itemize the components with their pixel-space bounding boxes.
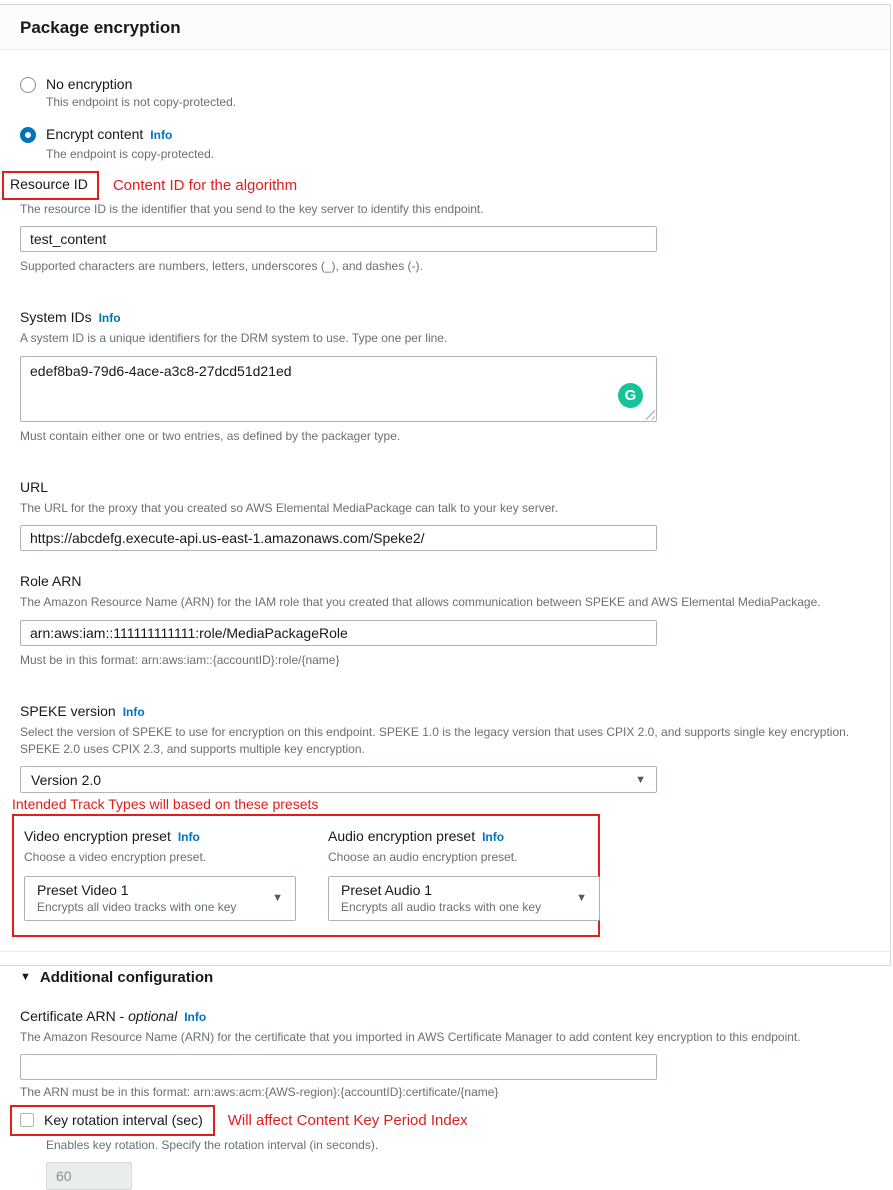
audio-preset-select[interactable] <box>328 876 600 921</box>
radio-checked-icon[interactable] <box>20 127 36 143</box>
video-preset-desc: Choose a video encryption preset. <box>24 850 207 865</box>
url-desc: The URL for the proxy that you created so AWS Elemental MediaPackage can talk to your key server. <box>20 500 559 515</box>
presets-annotation-note: Intended Track Types will based on these presets <box>12 796 319 813</box>
panel-header <box>0 5 890 50</box>
key-rotation-desc: Enables key rotation. Specify the rotation interval (in seconds). <box>46 1138 379 1153</box>
radio-encrypt-content-desc: The endpoint is copy-protected. <box>46 147 215 161</box>
chevron-down-icon: ▼ <box>576 892 587 905</box>
speke-version-select[interactable] <box>20 766 657 793</box>
role-arn-input[interactable] <box>20 620 657 646</box>
video-preset-field <box>24 828 296 920</box>
role-arn-desc: The Amazon Resource Name (ARN) for the IAM role that you created that allows communication between SPEKE and AWS Elemental MediaPackage. <box>20 595 821 610</box>
panel-title: Package encryption <box>20 18 181 37</box>
speke-version-field <box>20 703 870 794</box>
key-rotation-interval-input[interactable] <box>46 1162 132 1190</box>
system-ids-textarea[interactable] <box>20 356 657 422</box>
presets-annotation-box <box>12 814 600 936</box>
speke-version-info-link[interactable]: Info <box>122 704 145 719</box>
resource-id-helper: Supported characters are numbers, letters, underscores (_), and dashes (-). <box>20 259 423 274</box>
radio-no-encryption-desc: This endpoint is not copy-protected. <box>46 95 237 109</box>
role-arn-field <box>20 573 870 666</box>
package-encryption-panel <box>0 4 891 1153</box>
chevron-down-icon: ▼ <box>272 892 283 905</box>
audio-preset-value: Preset Audio 1 <box>341 882 433 899</box>
key-rotation-row <box>10 1105 870 1136</box>
certificate-arn-helper: The ARN must be in this format: arn:aws:acm:{AWS-region}:{accountID}:certificate/{name} <box>20 1085 499 1100</box>
grammarly-icon[interactable]: G <box>618 383 643 408</box>
certificate-arn-info-link[interactable]: Info <box>184 1009 207 1024</box>
system-ids-desc: A system ID is a unique identifiers for the DRM system to use. Type one per line. <box>20 331 448 346</box>
key-rotation-checkbox[interactable] <box>20 1113 34 1127</box>
additional-configuration-title: Additional configuration <box>39 968 214 986</box>
resource-id-input[interactable] <box>20 226 657 252</box>
resource-id-desc: The resource ID is the identifier that you send to the key server to identify this endpoint. <box>20 202 484 216</box>
system-ids-field <box>20 309 870 442</box>
speke-version-desc: Select the version of SPEKE to use for encryption on this endpoint. SPEKE 1.0 is the legacy version that uses CPIX 2.0, and supports single key encryption. SPEKE 2.0 uses CPIX 2.3, and supports multiple key encryption. <box>20 724 850 756</box>
section-divider <box>0 951 890 952</box>
key-rotation-annotation-note: Will affect Content Key Period Index <box>227 1112 468 1130</box>
audio-preset-label: Audio encryption preset <box>328 828 476 845</box>
radio-no-encryption[interactable] <box>20 76 870 109</box>
resource-id-annotation-box <box>2 171 99 200</box>
audio-preset-value-desc: Encrypts all audio tracks with one key <box>341 900 542 915</box>
chevron-down-icon: ▼ <box>635 773 646 786</box>
url-input[interactable] <box>20 525 657 551</box>
video-preset-info-link[interactable]: Info <box>177 830 200 845</box>
key-rotation-annotation-box <box>10 1105 215 1136</box>
url-label: URL <box>20 478 49 495</box>
certificate-arn-label: Certificate ARN - optional <box>20 1007 178 1024</box>
speke-version-label: SPEKE version <box>20 702 116 719</box>
certificate-arn-desc: The Amazon Resource Name (ARN) for the certificate that you imported in AWS Certificate Manager to add content key encryption to this endpoint. <box>20 1029 801 1044</box>
speke-version-value: Version 2.0 <box>31 771 102 788</box>
video-preset-label: Video encryption preset <box>24 828 171 845</box>
audio-preset-info-link[interactable]: Info <box>482 830 505 845</box>
audio-preset-desc: Choose an audio encryption preset. <box>328 850 518 865</box>
video-preset-value: Preset Video 1 <box>37 882 129 899</box>
additional-configuration-toggle[interactable] <box>20 969 870 986</box>
video-preset-value-desc: Encrypts all video tracks with one key <box>37 900 237 915</box>
url-field <box>20 479 870 551</box>
certificate-arn-input[interactable] <box>20 1054 657 1080</box>
role-arn-label: Role ARN <box>20 573 82 590</box>
audio-preset-field <box>328 828 600 920</box>
encrypt-content-info-link[interactable]: Info <box>150 128 173 142</box>
resource-id-label: Resource ID <box>10 176 88 192</box>
video-preset-select[interactable] <box>24 876 296 921</box>
key-rotation-label: Key rotation interval (sec) <box>44 1112 203 1129</box>
certificate-arn-field <box>20 1008 870 1099</box>
radio-encrypt-content-label: Encrypt content <box>46 126 144 142</box>
radio-no-encryption-label: No encryption <box>46 76 133 92</box>
system-ids-helper: Must contain either one or two entries, as defined by the packager type. <box>20 428 401 443</box>
resource-id-field <box>10 171 870 274</box>
role-arn-helper: Must be in this format: arn:aws:iam::{accountID}:role/{name} <box>20 652 340 667</box>
caret-down-icon: ▼ <box>20 971 31 984</box>
system-ids-info-link[interactable]: Info <box>98 311 121 326</box>
radio-encrypt-content[interactable] <box>20 126 870 161</box>
certificate-arn-optional: optional <box>128 1007 178 1024</box>
system-ids-label: System IDs <box>20 309 92 326</box>
resource-id-annotation-note: Content ID for the algorithm <box>112 177 298 194</box>
radio-unchecked-icon[interactable] <box>20 77 36 93</box>
